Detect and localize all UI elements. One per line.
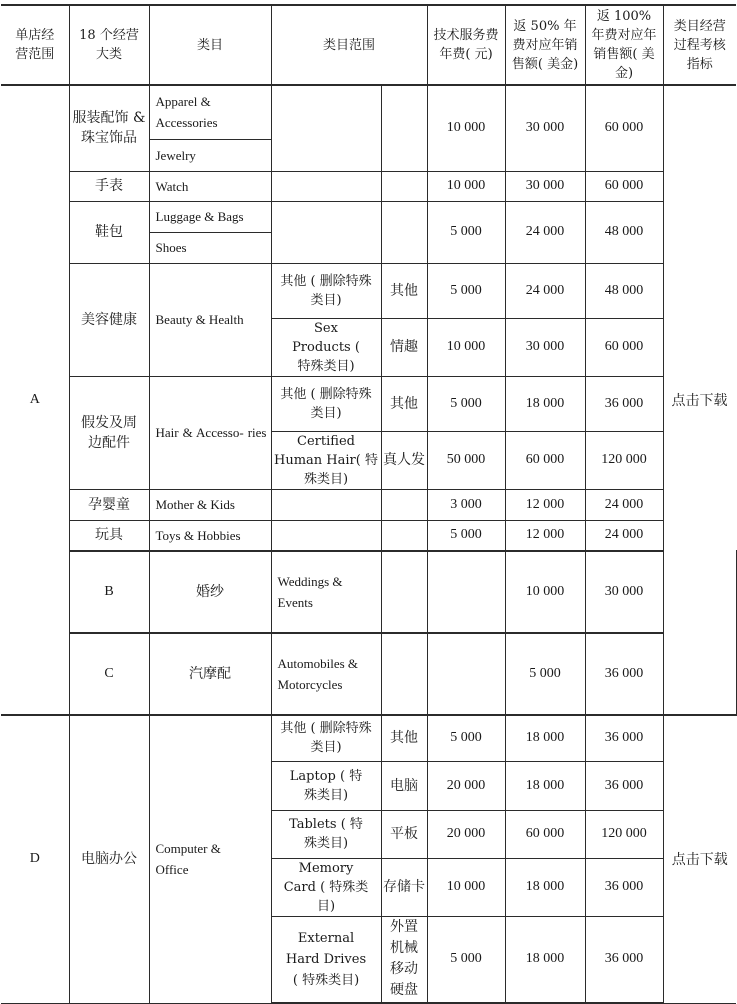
rebate100-cell: 24 000 — [585, 489, 663, 520]
fee-cell: 10 000 — [427, 85, 505, 171]
table-row — [1, 715, 736, 761]
fee-cell: 20 000 — [427, 810, 505, 858]
header-row — [1, 5, 736, 85]
table-row — [1, 520, 736, 551]
table-row — [1, 171, 736, 201]
category-name: Mother & Kids — [149, 489, 271, 520]
group-label-d: D — [1, 715, 69, 1003]
major-category: 电脑办公 — [69, 715, 149, 1003]
rebate50-cell: 24 000 — [505, 263, 585, 318]
range-tag: 外置机械移动硬盘 — [381, 916, 427, 1003]
rebate100-cell: 36 000 — [585, 761, 663, 810]
table-row — [1, 489, 736, 520]
major-category: 汽摩配 — [149, 633, 271, 715]
fee-cell: 10 000 — [427, 318, 505, 376]
group-label-a: A — [1, 85, 69, 715]
rebate50-cell: 18 000 — [505, 858, 585, 916]
rebate50-cell: 18 000 — [505, 761, 585, 810]
fee-cell: 3 000 — [427, 489, 505, 520]
rebate50-cell: 12 000 — [505, 489, 585, 520]
category-name: Luggage & Bags — [149, 201, 271, 232]
fee-cell: 10 000 — [427, 171, 505, 201]
range-tag: 其他 — [381, 263, 427, 318]
fee-cell: 5 000 — [427, 916, 505, 1003]
table-row — [1, 85, 736, 139]
rebate50-cell: 24 000 — [505, 201, 585, 263]
download-link[interactable]: 点击下载 — [663, 85, 736, 715]
major-category: 孕婴童 — [69, 489, 149, 520]
category-fee-table — [1, 4, 736, 1004]
category-name: Jewelry — [149, 139, 271, 171]
rebate50-cell: 18 000 — [505, 715, 585, 761]
category-name: Beauty & Health — [149, 263, 271, 376]
category-range: External Hard Drives ( 特殊类目) — [271, 916, 381, 1003]
rebate50-cell: 30 000 — [505, 85, 585, 171]
category-range: Tablets ( 特殊类目) — [271, 810, 381, 858]
table-row — [1, 201, 736, 232]
major-category: 鞋包 — [69, 201, 149, 263]
table-row — [1, 551, 736, 633]
major-category: 婚纱 — [149, 551, 271, 633]
category-name: Automobiles & Motorcycles — [271, 633, 381, 715]
header-range: 类目范围 — [271, 5, 427, 85]
rebate100-cell: 60 000 — [585, 85, 663, 171]
major-category: 手表 — [69, 171, 149, 201]
rebate50-cell: 30 000 — [505, 318, 585, 376]
rebate100-cell: 24 000 — [585, 520, 663, 551]
fee-cell: 5 000 — [427, 201, 505, 263]
rebate50-cell: 36 000 — [585, 633, 663, 715]
rebate50-cell: 18 000 — [505, 916, 585, 1003]
table-row — [1, 263, 736, 318]
category-name: Computer & Office — [149, 715, 271, 1003]
category-name: Watch — [149, 171, 271, 201]
rebate100-cell: 60 000 — [585, 318, 663, 376]
rebate50-cell: 18 000 — [505, 376, 585, 431]
rebate50-cell: 60 000 — [505, 431, 585, 489]
download-link[interactable]: 点击下载 — [663, 715, 736, 1003]
category-name: Apparel & Accessories — [149, 85, 271, 139]
fee-cell: 5 000 — [427, 520, 505, 551]
major-category: 美容健康 — [69, 263, 149, 376]
range-tag: 真人发 — [381, 431, 427, 489]
major-category: 服装配饰 & 珠宝饰品 — [69, 85, 149, 171]
header-category: 类目 — [149, 5, 271, 85]
header-rebate100: 返 100% 年费对应年销售额( 美金) — [585, 5, 663, 85]
range-tag: 电脑 — [381, 761, 427, 810]
category-range: Laptop ( 特殊类目) — [271, 761, 381, 810]
group-label-c: C — [69, 633, 149, 715]
category-range: 其他 ( 删除特殊类目) — [271, 715, 381, 761]
category-range: Sex Products ( 特殊类目) — [271, 318, 381, 376]
range-tag: 平板 — [381, 810, 427, 858]
fee-cell: 50 000 — [427, 431, 505, 489]
category-range: 其他 ( 删除特殊类目) — [271, 376, 381, 431]
fee-cell: 10 000 — [427, 858, 505, 916]
rebate100-cell: 36 000 — [585, 916, 663, 1003]
group-label-b: B — [69, 551, 149, 633]
category-range: 其他 ( 删除特殊类目) — [271, 263, 381, 318]
fee-cell: 5 000 — [427, 263, 505, 318]
category-range: Certified Human Hair( 特殊类目) — [271, 431, 381, 489]
rebate50-cell: 30 000 — [505, 171, 585, 201]
rebate100-cell: 120 000 — [585, 431, 663, 489]
fee-cell: 5 000 — [427, 715, 505, 761]
rebate100-cell: 36 000 — [585, 858, 663, 916]
category-name: Hair & Accesso- ries — [149, 376, 271, 489]
major-category: 假发及周边配件 — [69, 376, 149, 489]
table-row — [1, 376, 736, 431]
rebate100-cell: 36 000 — [585, 376, 663, 431]
fee-cell: 5 000 — [427, 376, 505, 431]
rebate100-cell: 48 000 — [585, 201, 663, 263]
fee-cell: 10 000 — [505, 551, 585, 633]
rebate50-cell: 30 000 — [585, 551, 663, 633]
category-name: Shoes — [149, 232, 271, 263]
fee-cell: 20 000 — [427, 761, 505, 810]
category-name: Weddings & Events — [271, 551, 381, 633]
rebate100-cell: 36 000 — [585, 715, 663, 761]
range-tag: 存储卡 — [381, 858, 427, 916]
rebate100-cell: 48 000 — [585, 263, 663, 318]
table-row — [1, 633, 736, 715]
header-rebate50: 返 50% 年费对应年销售额( 美金) — [505, 5, 585, 85]
rebate50-cell: 60 000 — [505, 810, 585, 858]
header-major: 18 个经营大类 — [69, 5, 149, 85]
header-kpi: 类目经营过程考核指标 — [663, 5, 736, 85]
header-scope: 单店经营范围 — [1, 5, 69, 85]
rebate50-cell: 12 000 — [505, 520, 585, 551]
header-fee: 技术服务费年费( 元) — [427, 5, 505, 85]
fee-cell: 5 000 — [505, 633, 585, 715]
category-name: Toys & Hobbies — [149, 520, 271, 551]
range-tag: 其他 — [381, 715, 427, 761]
rebate100-cell: 120 000 — [585, 810, 663, 858]
major-category: 玩具 — [69, 520, 149, 551]
range-tag: 其他 — [381, 376, 427, 431]
category-range: Memory Card ( 特殊类目) — [271, 858, 381, 916]
rebate100-cell: 60 000 — [585, 171, 663, 201]
range-tag: 情趣 — [381, 318, 427, 376]
